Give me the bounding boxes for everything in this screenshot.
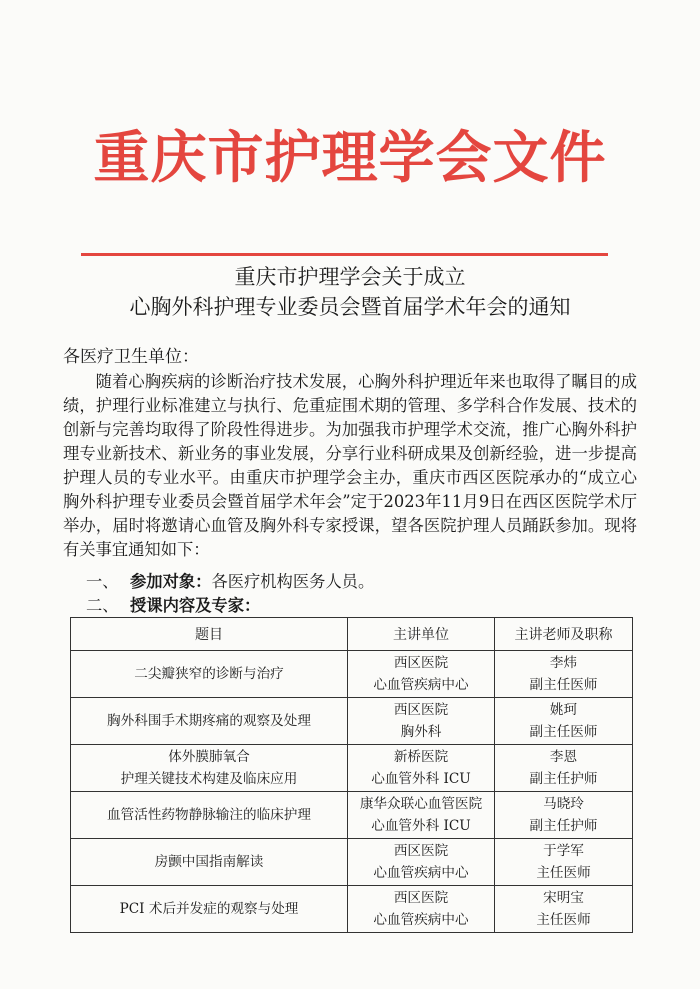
item-number: 二、 (86, 596, 119, 615)
item-number: 一、 (86, 572, 119, 591)
cell-topic-line: 护理关键技术构建及临床应用 (120, 771, 298, 787)
body-paragraph: 随着心胸疾病的诊断治疗技术发展，心胸外科护理近年来也取得了瞩目的成绩，护理行业标准建立与执行、危重症围术期的管理、多学科合作发展、技术的创新与完善均取得了阶段性得进步。为加强我市护理学术交流，推广心胸外科护理专业新技术、新业务的事业发展，分享行业科研成果及创新经验，进一步提高护理人员的专业水平。由重庆市护理学会主办，重庆市西区医院承办的“成立心胸外科护理专业委员会暨首届学术年会”定于2023年11月9日在西区医院学术厅举办，届时将邀请心血管及胸外科专家授课，望各医院护理人员踊跃参加。现将有关事宜通知如下： (63, 372, 637, 559)
cell-speaker-line: 副主任医师 (529, 724, 598, 740)
item-label: 授课内容及专家： (130, 596, 261, 615)
cell-topic-line: PCI 术后并发症的观察与处理 (119, 901, 299, 917)
cell-speaker (495, 698, 633, 745)
lecture-table (70, 617, 633, 933)
cell-speaker-line: 马晓玲 (543, 796, 584, 812)
cell-speaker (495, 745, 633, 792)
cell-unit-line: 西区医院 (393, 655, 449, 671)
cell-unit-line: 西区医院 (393, 702, 449, 718)
cell-topic-line: 血管活性药物静脉输注的临床护理 (107, 807, 311, 823)
cell-speaker-line: 副主任医师 (529, 677, 598, 693)
cell-speaker (495, 792, 633, 839)
cell-topic-line: 胸外科围手术期疼痛的观察及处理 (107, 713, 311, 729)
cell-speaker-line: 主任医师 (536, 865, 591, 881)
cell-unit (348, 698, 495, 745)
cell-unit-line: 心血管外科 ICU (371, 771, 471, 787)
table-row (71, 886, 633, 933)
table-row (71, 745, 633, 792)
table-body (71, 651, 633, 933)
column-header-topic: 题目 (71, 618, 348, 651)
cell-unit-line: 胸外科 (400, 724, 442, 740)
cell-speaker-line: 主任医师 (536, 912, 591, 928)
cell-speaker-line: 宋明宝 (543, 890, 584, 906)
table-row (71, 792, 633, 839)
table-header-row (71, 618, 633, 651)
cell-speaker-line: 李炜 (549, 655, 578, 671)
cell-unit-line: 西区医院 (393, 843, 449, 859)
cell-unit-line: 西区医院 (393, 890, 449, 906)
cell-topic-line: 房颤中国指南解读 (154, 854, 264, 870)
cell-topic-line: 二尖瓣狭窄的诊断与治疗 (134, 666, 284, 682)
cell-unit-line: 心血管疾病中心 (373, 677, 469, 693)
notice-title-line2: 心胸外科护理专业委员会暨首届学术年会的通知 (129, 295, 571, 319)
document-header-title: 重庆市护理学会文件 (93, 125, 607, 191)
cell-unit-line: 心血管疾病中心 (373, 912, 469, 928)
cell-topic (71, 839, 348, 886)
column-header-speaker: 主讲老师及职称 (495, 618, 633, 651)
header-red-divider (81, 253, 608, 256)
table-row (71, 651, 633, 698)
item-lectures (86, 595, 260, 617)
cell-topic (71, 698, 348, 745)
cell-unit (348, 839, 495, 886)
item-text: 各医疗机构医务人员。 (211, 572, 375, 591)
cell-topic (71, 886, 348, 933)
cell-speaker-line: 于学军 (543, 843, 584, 859)
cell-speaker-line: 姚珂 (549, 702, 578, 718)
cell-speaker-line: 副主任护师 (529, 818, 598, 834)
table-row (71, 839, 633, 886)
cell-speaker (495, 651, 633, 698)
cell-topic (71, 792, 348, 839)
salutation: 各医疗卫生单位： (63, 347, 199, 367)
cell-unit-line: 康华众联心血管医院 (359, 796, 483, 812)
cell-unit (348, 886, 495, 933)
table-row (71, 698, 633, 745)
cell-unit (348, 651, 495, 698)
notice-title-line1: 重庆市护理学会关于成立 (234, 265, 466, 289)
cell-topic (71, 651, 348, 698)
item-label: 参加对象： (130, 572, 212, 591)
cell-speaker (495, 886, 633, 933)
cell-unit (348, 745, 495, 792)
cell-topic-line: 体外膜肺氧合 (168, 749, 250, 765)
cell-unit-line: 心血管外科 ICU (371, 818, 471, 834)
cell-speaker-line: 副主任护师 (529, 771, 598, 787)
cell-unit-line: 新桥医院 (393, 749, 449, 765)
cell-unit-line: 心血管疾病中心 (373, 865, 469, 881)
cell-speaker-line: 李恩 (549, 749, 578, 765)
item-participants (86, 571, 374, 593)
cell-speaker (495, 839, 633, 886)
column-header-unit: 主讲单位 (348, 618, 495, 651)
cell-unit (348, 792, 495, 839)
cell-topic (71, 745, 348, 792)
notice-body (63, 370, 637, 562)
